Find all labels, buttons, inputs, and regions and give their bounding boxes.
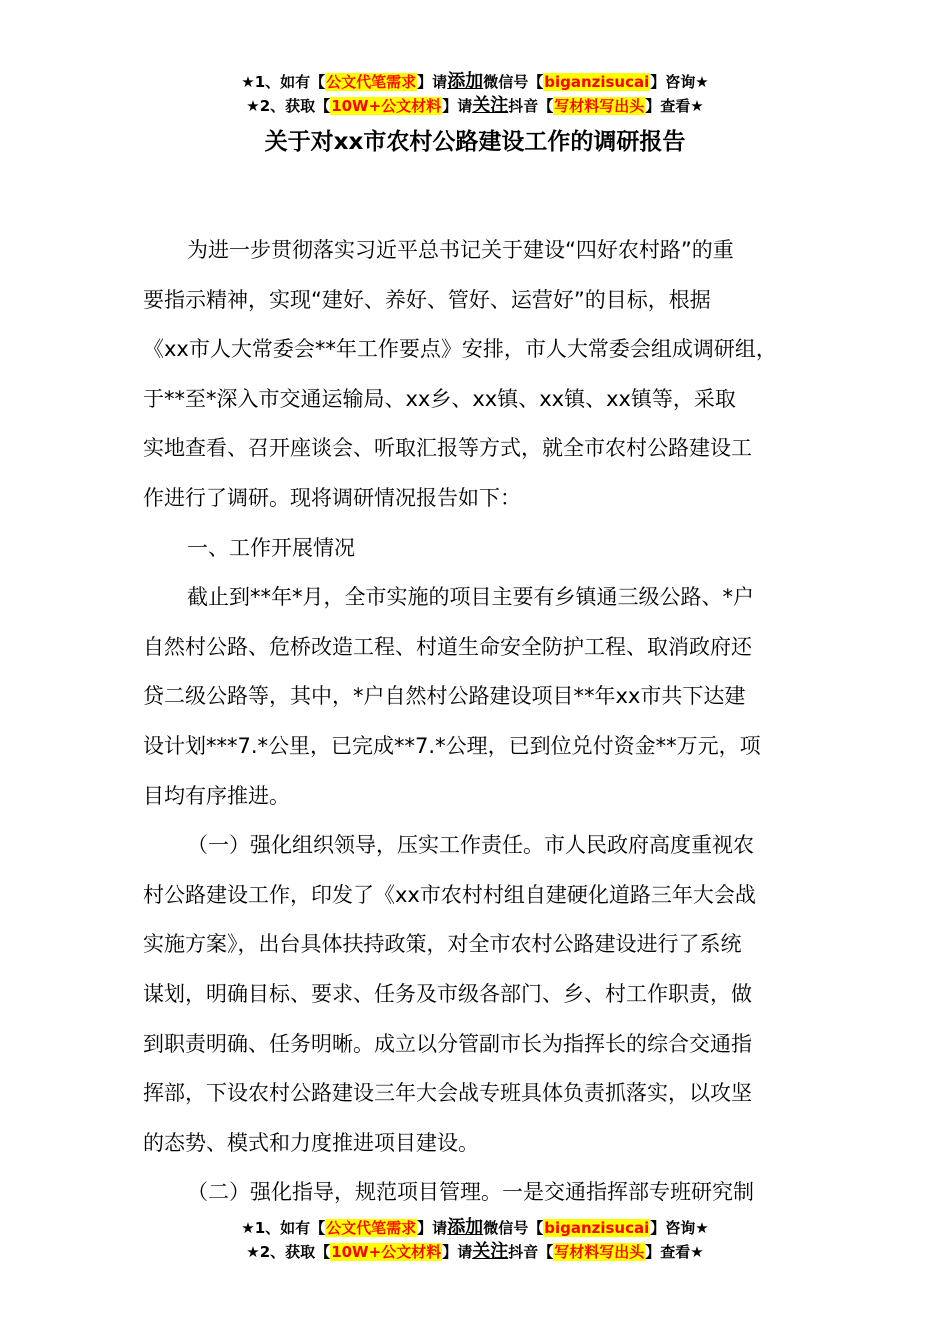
text-line: 截止到**年*月，全市实施的项目主要有乡镇通三级公路、*户 bbox=[187, 585, 754, 610]
highlight-text: 公文代笔需求 bbox=[326, 1219, 417, 1237]
text-line: 自然村公路、危桥改造工程、村道生命安全防护工程、取消政府还 bbox=[143, 634, 752, 659]
text-line: 实地查看、召开座谈会、听取汇报等方式，就全市农村公路建设工 bbox=[143, 436, 752, 461]
highlight-text: biganzisucai bbox=[544, 1219, 650, 1237]
highlight-text: 写材料写出头 bbox=[554, 97, 645, 115]
text-line: 为进一步贯彻落实习近平总书记关于建设“四好农村路”的重 bbox=[187, 238, 734, 262]
text-line: 目均有序推进。 bbox=[143, 783, 290, 808]
banner-line-2: ★2、获取【10W+公文材料】请关注抖音【写材料写出头】查看★ bbox=[246, 95, 704, 116]
footer-banner bbox=[0, 1216, 950, 1264]
text-line: 挥部，下设农村公路建设三年大会战专班具体负责抓落实，以攻坚 bbox=[143, 1081, 752, 1106]
document-title: 关于对xx市农村公路建设工作的调研报告 bbox=[264, 129, 686, 155]
text-line: 于**至*深入市交通运输局、xx乡、xx镇、xx镇、xx镇等，采取 bbox=[143, 386, 736, 411]
text-line: 作进行了调研。现将调研情况报告如下： bbox=[143, 485, 521, 510]
text-line: 要指示精神，实现“建好、养好、管好、运营好”的目标，根据 bbox=[143, 287, 711, 312]
text-line: 村公路建设工作，印发了《xx市农村村组自建硬化道路三年大会战 bbox=[143, 882, 756, 907]
banner-line-1: ★1、如有【公文代笔需求】请添加微信号【biganzisucai】咨询★ bbox=[241, 1217, 709, 1238]
header-banner bbox=[0, 70, 950, 118]
text-line: 贷二级公路等，其中，*户自然村公路建设项目**年xx市共下达建 bbox=[143, 684, 746, 709]
text-line: 《xx市人大常委会**年工作要点》安排，市人大常委会组成调研组， bbox=[143, 337, 777, 362]
document-body bbox=[143, 226, 813, 1218]
highlight-text: 公文代笔需求 bbox=[326, 73, 417, 91]
highlight-text: 10W+公文材料 bbox=[331, 97, 442, 115]
banner-line-2: ★2、获取【10W+公文材料】请关注抖音【写材料写出头】查看★ bbox=[246, 1241, 704, 1262]
text-line: （二）强化指导，规范项目管理。一是交通指挥部专班研究制 bbox=[187, 1180, 754, 1205]
highlight-text: 写材料写出头 bbox=[554, 1243, 645, 1261]
text-line: 的态势、模式和力度推进项目建设。 bbox=[143, 1130, 479, 1155]
text-line: 实施方案》，出台具体扶持政策，对全市农村公路建设进行了系统 bbox=[143, 932, 742, 957]
banner-line-1: ★1、如有【公文代笔需求】请添加微信号【biganzisucai】咨询★ bbox=[241, 71, 709, 92]
highlight-text: 10W+公文材料 bbox=[331, 1243, 442, 1261]
text-line: 谋划，明确目标、要求、任务及市级各部门、乡、村工作职责，做 bbox=[143, 981, 752, 1006]
text-line: 设计划***7.*公里，已完成**7.*公理，已到位兑付资金**万元，项 bbox=[143, 733, 761, 758]
highlight-text: biganzisucai bbox=[544, 73, 650, 91]
text-line: 到职责明确、任务明晰。成立以分管副市长为指挥长的综合交通指 bbox=[143, 1031, 752, 1056]
section-heading: 一、工作开展情况 bbox=[187, 535, 355, 560]
text-line: （一）强化组织领导，压实工作责任。市人民政府高度重视农 bbox=[187, 833, 754, 858]
